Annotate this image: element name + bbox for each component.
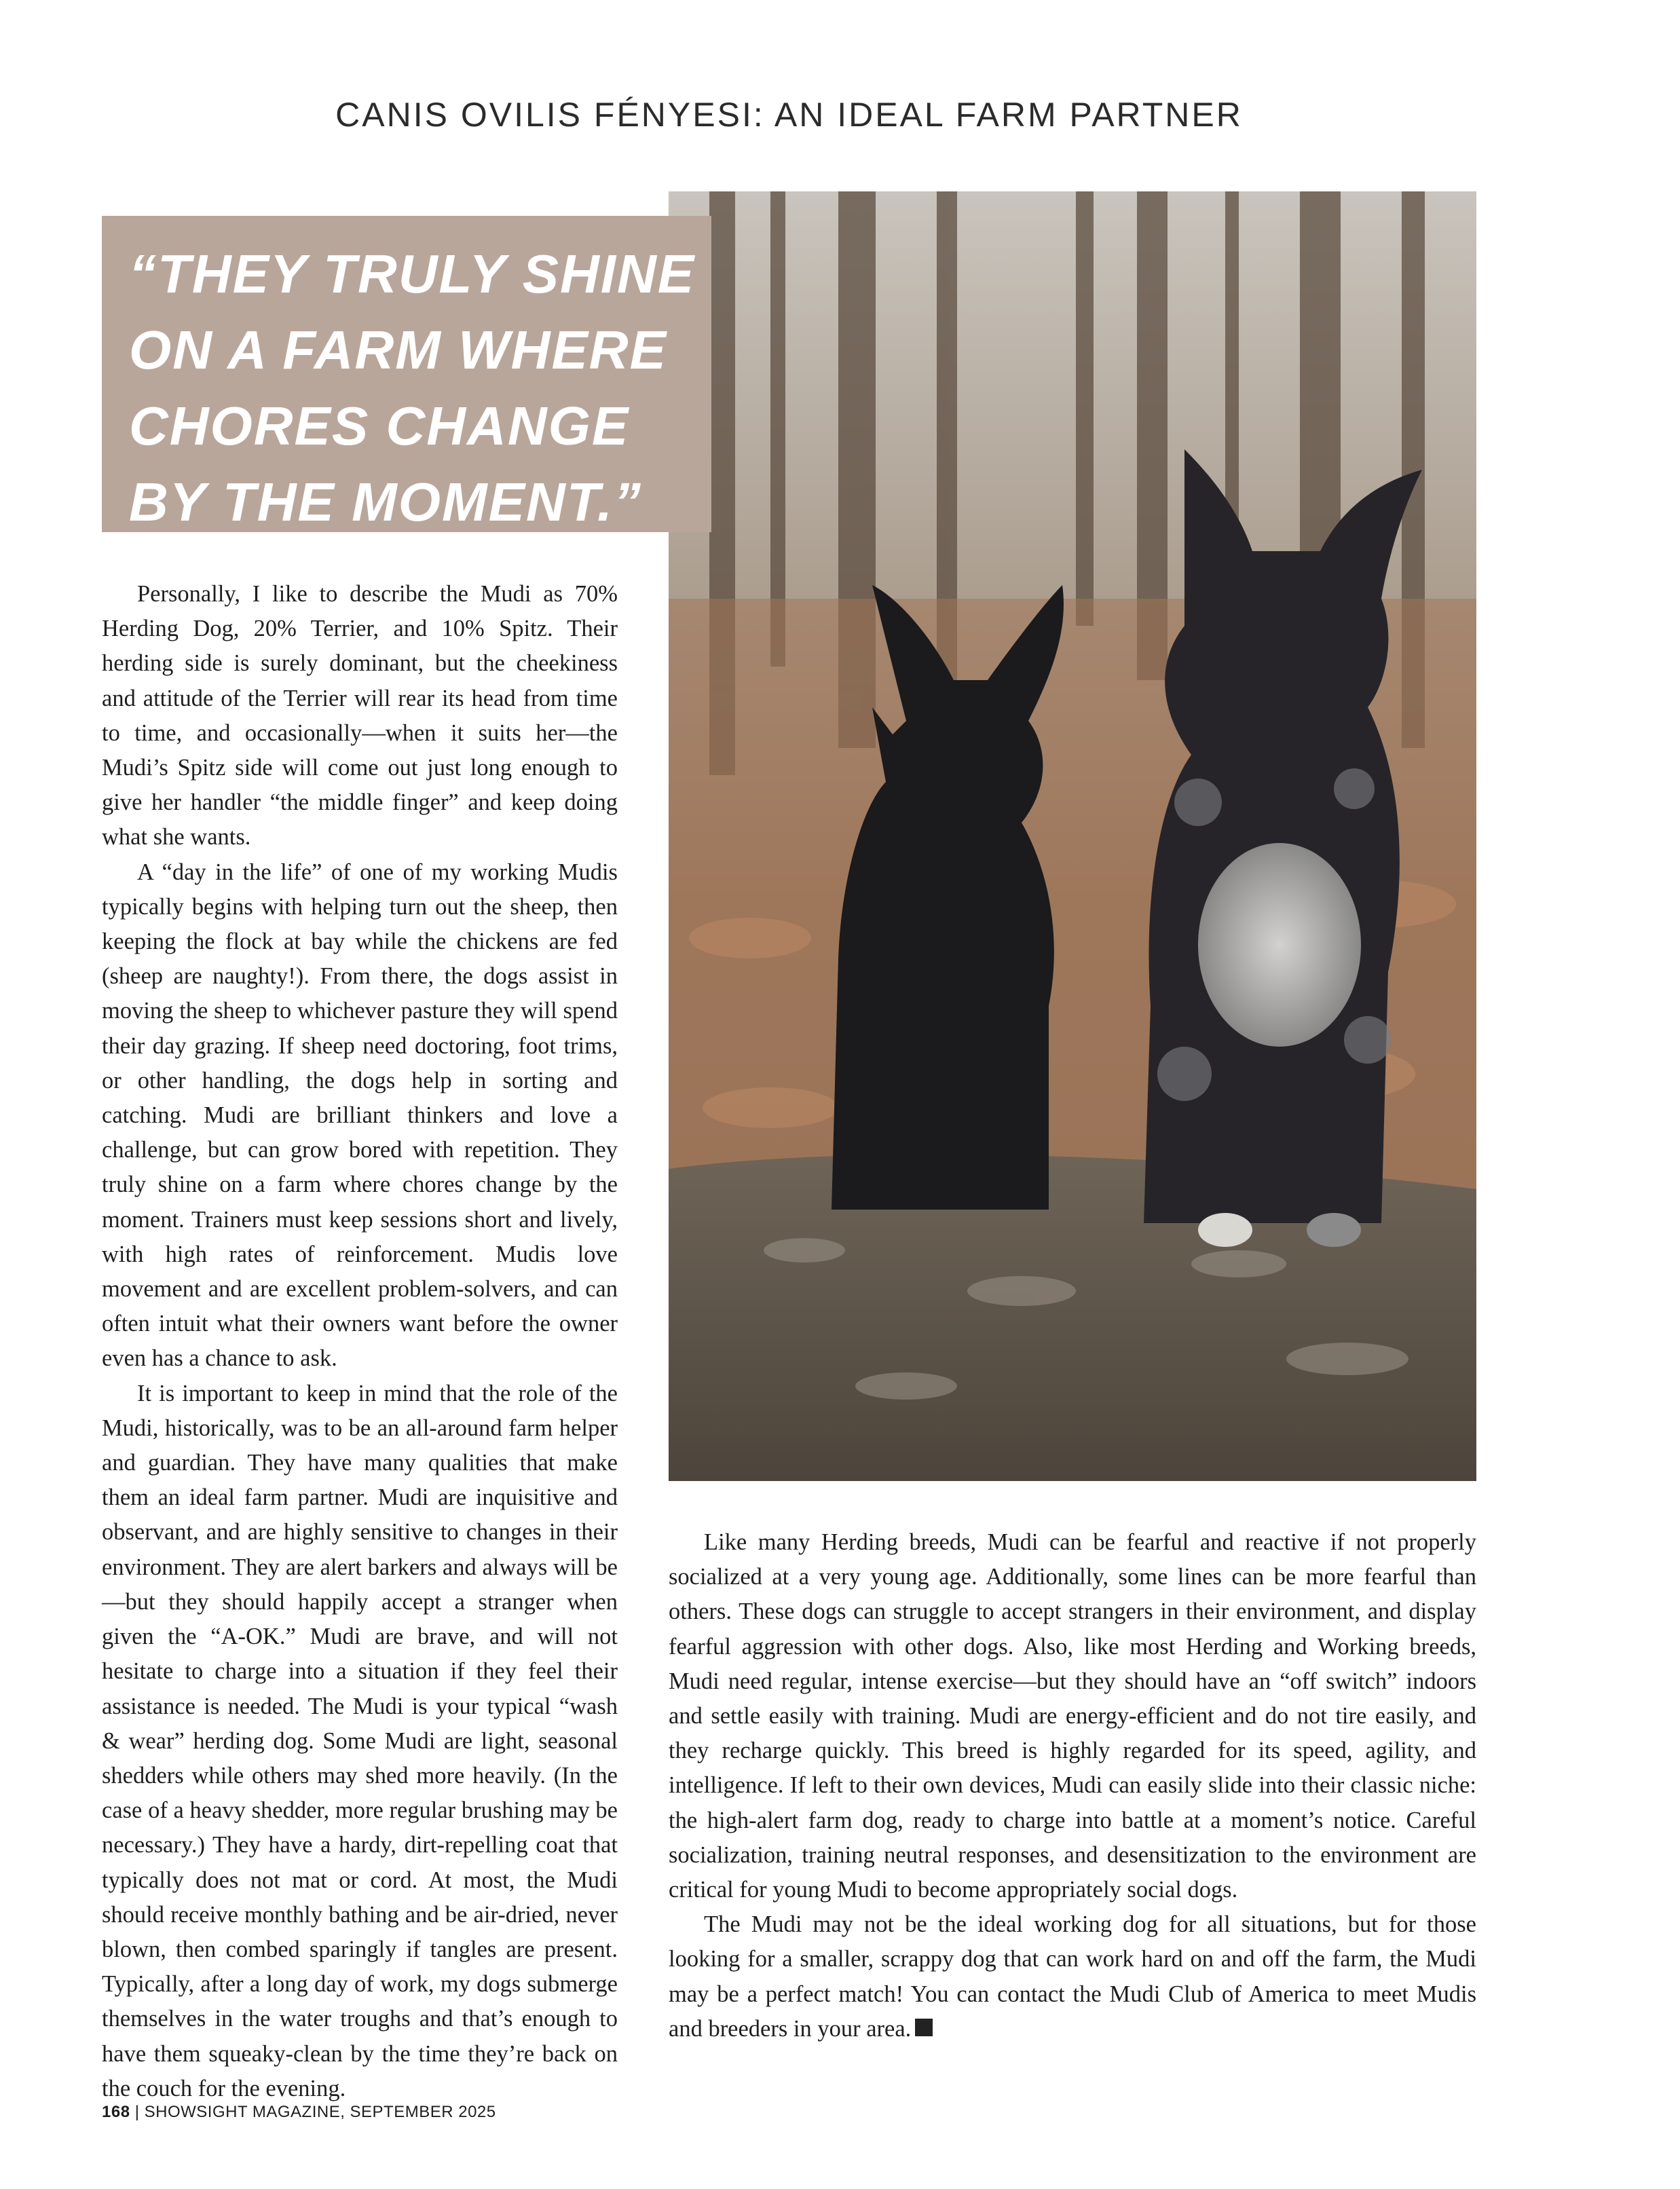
body-paragraph: A “day in the life” of one of my working Mudis typically begins with helping turn out the sheep, then keeping the flock at bay while the chickens are fed (sheep are naughty!). From there, the dogs assist in moving the sheep to whichever pasture they will spend their day grazing. If sheep need doctoring, foot trims, or other handling, the dogs help in sorting and catching. Mudi are brilliant thinkers and love a challenge, but can grow bored with repetition. They truly shine on a farm where chores change by the moment. Trainers must keep sessions short and lively, with high rates of reinforcement. Mudis love movement and are excellent problem-solvers, and can often intuit what their owners want before the owner even has a chance to ask. xyxy=(102,859,618,1372)
footer-separator: | xyxy=(134,2103,140,2121)
end-of-article-icon xyxy=(915,2019,933,2036)
page-number: 168 xyxy=(102,2103,130,2121)
body-paragraph xyxy=(669,1907,1476,2046)
body-paragraph: Personally, I like to describe the Mudi as 70% Herding Dog, 20% Terrier, and 10% Spitz. Their herding side is surely dominant, but the cheekiness and attitude of the Terrier will rear its head from time to time, and occasionally—when it suits her—the Mudi’s Spitz side will come out just long enough to give her handler “the middle finger” and keep doing what she wants. xyxy=(102,581,618,850)
right-column xyxy=(669,1525,1476,2046)
two-mudi-dogs-on-log-photo xyxy=(669,191,1476,1481)
pull-quote-text: “THEY TRULY SHINE ON A FARM WHERE CHORES CHANGE BY THE MOMENT.” xyxy=(129,244,696,532)
publication-name: SHOWSIGHT MAGAZINE, SEPTEMBER 2025 xyxy=(144,2103,496,2121)
left-column xyxy=(102,577,618,2106)
running-head: CANIS OVILIS FÉNYESI: AN IDEAL FARM PARTNER xyxy=(335,96,1243,134)
final-paragraph-text: The Mudi may not be the ideal working dog for all situations, but for those looking for a smaller, scrappy dog that can work hard on and off the farm, the Mudi may be a perfect match! You can contact the Mudi Club of America to meet Mudis and breeders in your area. xyxy=(669,1911,1476,2042)
pull-quote xyxy=(102,216,711,532)
body-paragraph: Like many Herding breeds, Mudi can be fearful and reactive if not properly socialized at a very young age. Additionally, some lines can be more fearful than others. These dogs can struggle to accept strangers in their environment, and display fearful aggression with other dogs. Also, like most Herding and Working breeds, Mudi need regular, intense exercise—but they should have an “off switch” indoors and settle easily with training. Mudi are energy-efficient and do not tire easily, and they recharge quickly. This breed is highly regarded for its speed, agility, and intelligence. If left to their own devices, Mudi can easily slide into their classic niche: the high-alert farm dog, ready to charge into battle at a moment’s notice. Careful socialization, training neutral responses, and desensitization to the environment are critical for young Mudi to become appropriately social dogs. xyxy=(669,1529,1476,1903)
page-footer xyxy=(102,2103,496,2122)
body-paragraph: It is important to keep in mind that the role of the Mudi, historically, was to be an all-around farm helper and guardian. They have many qualities that make them an ideal farm partner. Mudi are inquisitive and observant, and are highly sensitive to changes in their environment. They are alert barkers and always will be—but they should happily accept a stranger when given the “A-OK.” Mudi are brave, and will not hesitate to charge into a situation if they feel their assistance is needed. The Mudi is your typical “wash & wear” herding dog. Some Mudi are light, seasonal shedders while others may shed more heavily. (In the case of a heavy shedder, more regular brushing may be necessary.) They have a hardy, dirt-repelling coat that typically does not mat or cord. At most, the Mudi should receive monthly bathing and be air-dried, never blown, then combed sparingly if tangles are present. Typically, after a long day of work, my dogs submerge themselves in the water troughs and that’s enough to have them squeaky-clean by the time they’re back on the couch for the evening. xyxy=(102,1380,618,2101)
